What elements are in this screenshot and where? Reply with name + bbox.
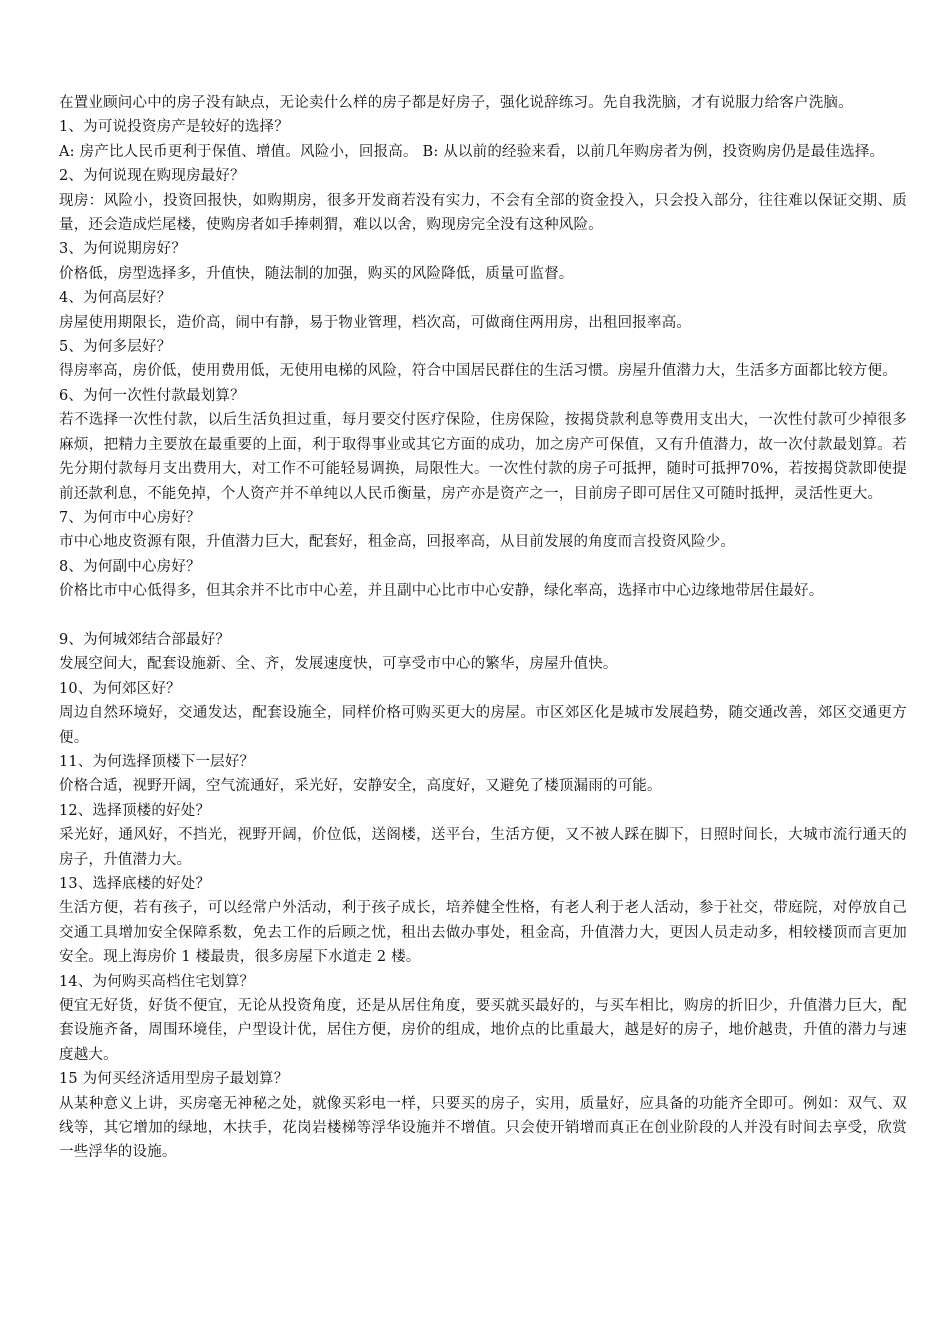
blank-line <box>59 604 907 628</box>
question-11: 11、为何选择顶楼下一层好？ <box>59 753 255 770</box>
question-7: 7、为何市中心房好？ <box>59 509 201 526</box>
answer-10: 周边自然环境好，交通发达，配套设施全，同样价格可购买更大的房屋。市区郊区化是城市发展趋势，随交通改善，郊区交通更方便。 <box>59 705 907 746</box>
question-1: 1、为可说投资房产是较好的选择？ <box>59 119 289 136</box>
answer-1: A: 房产比人民币更利于保值、增值。风险小，回报高。 B: 从以前的经验来看，以前几年购房者为例，投资购房仍是最佳选择。 <box>59 143 885 160</box>
question-4: 4、为何高层好？ <box>59 290 172 307</box>
answer-9: 发展空间大，配套设施新、全、齐，发展速度快，可享受市中心的繁华，房屋升值快。 <box>59 656 618 673</box>
answer-3: 价格低，房型选择多，升值快，随法制的加强，购买的风险降低，质量可监督。 <box>59 265 574 282</box>
question-13: 13、选择底楼的好处？ <box>59 875 211 892</box>
intro-paragraph: 在置业顾问心中的房子没有缺点，无论卖什么样的房子都是好房子，强化说辞练习。先自我洗脑，才有说服力给客户洗脑。 <box>59 95 853 111</box>
document-page <box>59 91 907 1165</box>
answer-7: 市中心地皮资源有限，升值潜力巨大，配套好，租金高，回报率高，从目前发展的角度而言投资风险少。 <box>59 534 736 551</box>
answer-12: 采光好，通风好，不挡光，视野开阔，价位低，送阁楼，送平台，生活方便，又不被人踩在脚下，日照时间长，大城市流行通天的房子，升值潜力大。 <box>59 827 907 868</box>
answer-11: 价格合适，视野开阔，空气流通好，采光好，安静安全，高度好，又避免了楼顶漏雨的可能。 <box>59 778 662 795</box>
answer-8: 价格比市中心低得多，但其余并不比市中心差，并且副中心比市中心安静，绿化率高，选择市中心边缘地带居住最好。 <box>59 583 824 600</box>
answer-4: 房屋使用期限长，造价高，闹中有静，易于物业管理，档次高，可做商住两用房，出租回报率高。 <box>59 314 692 331</box>
question-2: 2、为何说现在购现房最好？ <box>59 168 245 185</box>
question-10: 10、为何郊区好？ <box>59 680 181 697</box>
answer-5: 得房率高，房价低，使用费用低，无使用电梯的风险，符合中国居民群住的生活习惯。房屋升值潜力大，生活多方面都比较方便。 <box>59 363 897 380</box>
answer-13: 生活方便，若有孩子，可以经常户外活动，利于孩子成长，培养健全性格，有老人利于老人活动，参于社交，带庭院，对停放自己交通工具增加安全保障系数，免去工作的后顾之忧，租出去做办事处，租金高，升值潜力大，更因人员走动多，相较楼顶而言更加安全。现上海房价 1 楼最贵，很多房屋下水道走 2 楼。 <box>59 900 907 966</box>
answer-2: 现房：风险小，投资回报快，如购期房，很多开发商若没有实力，不会有全部的资金投入，只会投入部分，往往难以保证交期、质量，还会造成烂尾楼，使购房者如手捧刺猬，难以以舍，购现房完全没有这种风险。 <box>59 192 907 234</box>
answer-6: 若不选择一次性付款，以后生活负担过重，每月要交付医疗保险，住房保险，按揭贷款利息等费用支出大，一次性付款可少掉很多麻烦，把精力主要放在最重要的上面，利于取得事业或其它方面的成功，加之房产可保值，又有升值潜力，故一次付款最划算。若先分期付款每月支出费用大，对工作不可能轻易调换，局限性大。一次性付款的房子可抵押，随时可抵押70%，若按揭贷款即使提前还款利息，不能免掉，个人资产并不单纯以人民币衡量，房产亦是资产之一，目前房子即可居住又可随时抵押，灵活性更大。 <box>59 412 907 502</box>
answer-14: 便宜无好货，好货不便宜，无论从投资角度，还是从居住角度，要买就买最好的，与买车相比，购房的折旧少，升值潜力巨大，配套设施齐备，周围环境佳，户型设计优，居住方便，房价的组成，地价点的比重最大，越是好的房子，地价越贵，升值的潜力与速度越大。 <box>59 998 907 1063</box>
question-6: 6、为何一次性付款最划算？ <box>59 387 245 404</box>
question-14: 14、为何购买高档住宅划算？ <box>59 973 255 990</box>
question-3: 3、为何说期房好？ <box>59 241 187 258</box>
question-12: 12、选择顶楼的好处？ <box>59 802 211 819</box>
question-8: 8、为何副中心房好？ <box>59 558 201 575</box>
question-5: 5、为何多层好？ <box>59 339 172 356</box>
question-9: 9、为何城郊结合部最好？ <box>59 631 231 648</box>
answer-15: 从某种意义上讲，买房毫无神秘之处，就像买彩电一样，只要买的房子，实用，质量好，应具备的功能齐全即可。例如：双气、双线等，其它增加的绿地，木扶手，花岗岩楼梯等浮华设施并不增值。只会使开销增而真正在创业阶段的人并没有时间去享受，欣赏一些浮华的设施。 <box>59 1095 907 1161</box>
question-15: 15 为何买经济适用型房子最划算？ <box>59 1071 289 1088</box>
